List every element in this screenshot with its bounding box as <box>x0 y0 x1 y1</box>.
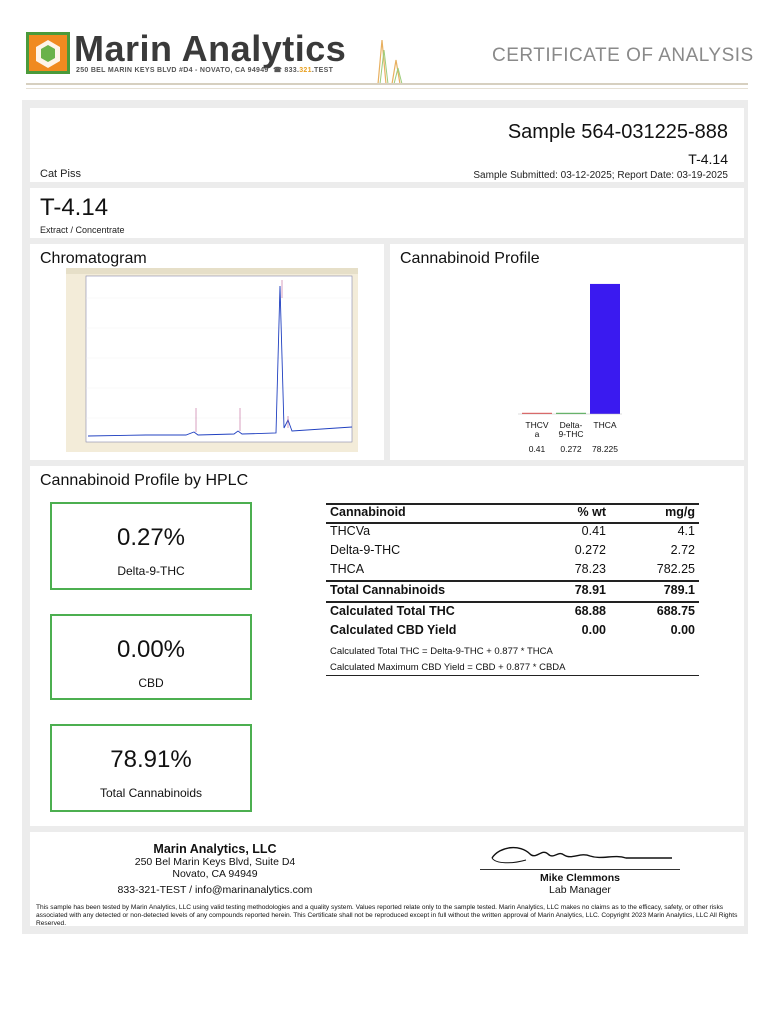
summary-box-d9thc <box>50 502 252 590</box>
value-label: 0.41 <box>528 444 546 454</box>
signer-title: Lab Manager <box>549 884 611 896</box>
signer-name: Mike Clemmons <box>540 872 620 884</box>
cell-mg: 789.1 <box>663 583 695 597</box>
marin-logo-icon <box>26 32 70 74</box>
sample-client: Cat Piss <box>40 168 81 180</box>
cell-pct: 68.88 <box>574 604 606 618</box>
table-calc-thc-row <box>326 602 699 621</box>
header-divider-thin <box>26 88 748 89</box>
brand-phone-prefix: 833. <box>284 67 300 74</box>
cell-name: Calculated Total THC <box>330 604 455 618</box>
value-label: 78.225 <box>592 444 618 454</box>
sample-dates: Sample Submitted: 03-12-2025; Report Date: 03-19-2025 <box>473 170 728 181</box>
bar-thca <box>590 284 620 414</box>
profile-bar-chart <box>390 244 744 460</box>
lab-contact: 833-321-TEST / info@marinanalytics.com <box>117 884 313 896</box>
product-name: T-4.14 <box>40 194 109 221</box>
sample-info-card <box>30 108 744 182</box>
x-tick-label: a <box>534 429 540 439</box>
col-header-cannabinoid: Cannabinoid <box>330 505 406 519</box>
product-type: Extract / Concentrate <box>40 225 125 235</box>
signature-line <box>480 869 680 870</box>
summary-label: CBD <box>138 676 164 690</box>
table-bottom-rule <box>326 675 699 676</box>
report-panel <box>22 100 748 934</box>
cell-mg: 0.00 <box>670 623 695 637</box>
summary-value: 78.91% <box>110 746 192 773</box>
profile-chart-card <box>390 244 744 460</box>
summary-label: Delta-9-THC <box>117 564 185 578</box>
col-header-mg: mg/g <box>665 505 695 519</box>
cell-pct: 0.272 <box>574 543 606 557</box>
hplc-card <box>30 466 744 826</box>
cell-pct: 0.41 <box>581 524 606 538</box>
cell-mg: 4.1 <box>677 524 695 538</box>
table-calc-cbd-row <box>326 621 699 640</box>
brand-address-line: 250 BEL MARIN KEYS BLVD #D4 - NOVATO, CA 94949 <box>76 67 269 74</box>
chromatogram-card <box>30 244 384 460</box>
summary-label: Total Cannabinoids <box>99 786 203 800</box>
disclaimer-text: This sample has been tested by Marin Analytics, LLC using valid testing methodologies and a quality system. Values reported relate only to the sample tested. Marin Analytics, LLC makes no claims as to the efficacy, safety, or other risks associated with any detected or non-detected levels of any compounds reported herein. This Certificate shall not be reproduced except in full without the written approval of Marin Analytics, LLC. Copyright 2023 Marin Analytics, LLC All Rights Reserved. <box>36 904 738 927</box>
summary-box-total <box>50 724 252 812</box>
chromatogram-peaks-icon <box>368 30 412 86</box>
signature-image <box>486 836 676 870</box>
table-row <box>326 560 699 579</box>
col-header-pct: % wt <box>577 505 606 519</box>
cell-mg: 782.25 <box>656 562 695 576</box>
brand-phone-suffix: .TEST <box>311 67 334 74</box>
cell-name: Calculated CBD Yield <box>330 623 457 637</box>
formula-total-thc: Calculated Total THC = Delta-9-THC + 0.877 * THCA <box>330 646 553 657</box>
x-tick-label: Delta- <box>559 420 583 430</box>
lab-name: Marin Analytics, LLC <box>153 842 277 856</box>
brand-phone-highlight: 321 <box>299 67 312 74</box>
sample-title: Sample 564-031225-888 <box>507 121 728 143</box>
cell-mg: 2.72 <box>670 543 695 557</box>
x-tick-label: 9-THC <box>558 429 584 439</box>
brand-name: Marin Analytics <box>74 28 347 69</box>
phone-icon: ☎ <box>273 67 283 74</box>
cell-mg: 688.75 <box>656 604 695 618</box>
cell-name: THCVa <box>330 524 371 538</box>
lab-address-2: Novato, CA 94949 <box>172 868 258 880</box>
cell-name: THCA <box>330 562 365 576</box>
cell-pct: 78.23 <box>574 562 606 576</box>
table-header-row <box>326 503 699 522</box>
summary-value: 0.00% <box>116 636 186 663</box>
cell-pct: 78.91 <box>574 583 606 597</box>
chromatogram-title: Chromatogram <box>40 250 147 267</box>
hplc-title: Cannabinoid Profile by HPLC <box>40 472 249 489</box>
summary-box-cbd <box>50 614 252 700</box>
page-header <box>0 0 766 96</box>
table-row <box>326 541 699 560</box>
footer-card <box>30 832 744 926</box>
formula-cbd-yield: Calculated Maximum CBD Yield = CBD + 0.877 * CBDA <box>330 662 566 673</box>
sample-code: T-4.14 <box>688 151 728 167</box>
cell-pct: 0.00 <box>581 623 606 637</box>
summary-value: 0.27% <box>116 524 186 551</box>
cell-name: Delta-9-THC <box>330 543 401 557</box>
x-tick-label: THCA <box>593 420 617 430</box>
product-card <box>30 188 744 238</box>
header-divider <box>26 83 748 85</box>
lab-address-1: 250 Bel Marin Keys Blvd, Suite D4 <box>134 856 296 868</box>
profile-chart-title: Cannabinoid Profile <box>400 250 540 267</box>
brand-address <box>76 66 333 74</box>
table-total-row <box>326 581 699 600</box>
cell-name: Total Cannabinoids <box>330 583 446 597</box>
x-tick-label: THCV <box>525 420 549 430</box>
document-title: CERTIFICATE OF ANALYSIS <box>492 45 754 66</box>
cannabinoid-table <box>326 503 699 640</box>
value-label: 0.272 <box>560 444 582 454</box>
chromatogram-image <box>66 268 358 452</box>
table-row <box>326 522 699 541</box>
